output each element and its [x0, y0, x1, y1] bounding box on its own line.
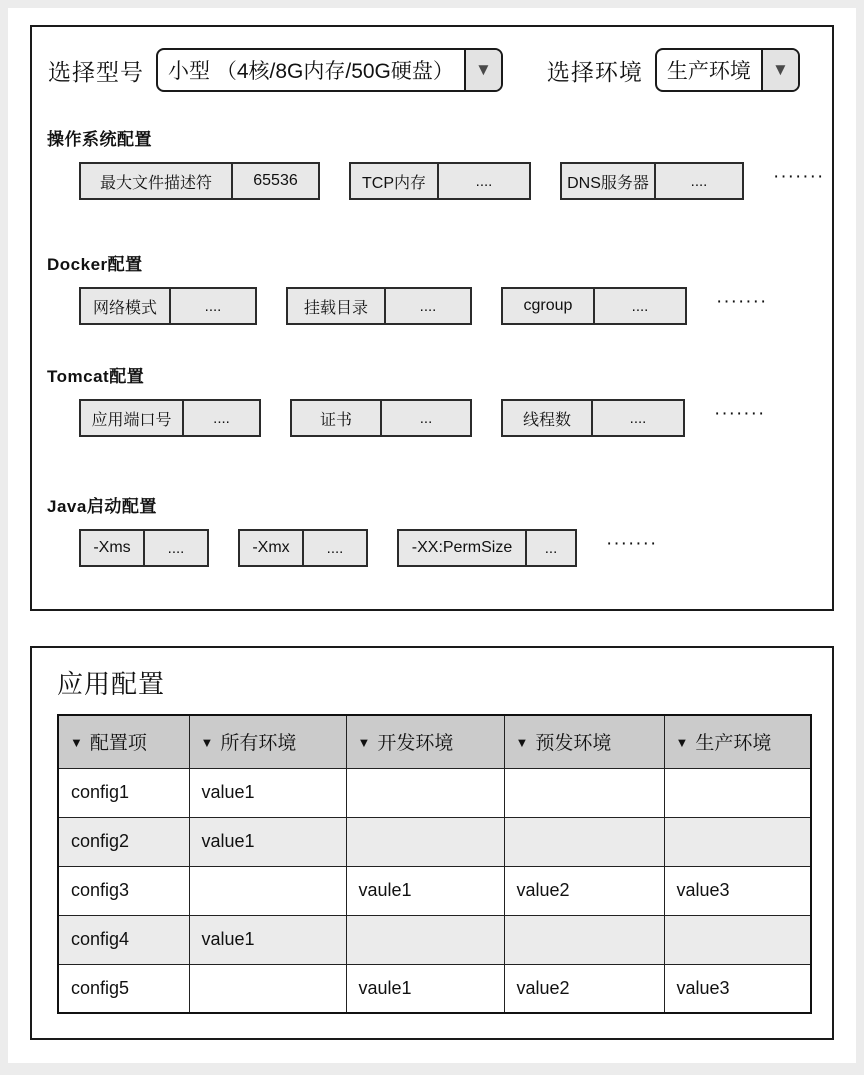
- fields-row: [79, 287, 832, 325]
- field-value: ....: [690, 172, 708, 190]
- field-label: -XX:PermSize: [399, 531, 527, 565]
- app-config-title: 应用配置: [57, 669, 166, 699]
- field-label: 挂载目录: [288, 289, 386, 323]
- sort-triangle-icon[interactable]: ▼: [70, 735, 83, 751]
- field-value: ....: [167, 539, 185, 557]
- table-row: [58, 768, 811, 817]
- field-thread-count: [501, 399, 685, 437]
- field-certificate: [290, 399, 472, 437]
- field-label: 网络模式: [81, 289, 171, 323]
- cell-value: value3: [664, 964, 811, 1013]
- model-select-value: 小型 （4核/8G内存/50G硬盘）: [168, 60, 454, 83]
- column-header-config-item[interactable]: [58, 715, 189, 768]
- sort-triangle-icon[interactable]: ▼: [515, 735, 529, 751]
- field-label: 证书: [292, 401, 382, 435]
- field-value: ...: [544, 539, 558, 557]
- field-max-file-descriptors: [79, 162, 320, 200]
- env-select-label: 选择环境: [546, 58, 643, 85]
- field-value: ....: [475, 172, 493, 190]
- cell-value: [189, 964, 346, 1013]
- field-value: 65536: [253, 172, 298, 189]
- field-tcp-memory: [349, 162, 531, 200]
- column-header-all-env[interactable]: [189, 715, 346, 768]
- selector-row: [32, 27, 832, 92]
- cell-value: value2: [504, 964, 664, 1013]
- section-title: Java启动配置: [47, 497, 157, 516]
- field-app-port: [79, 399, 261, 437]
- sort-triangle-icon[interactable]: ▼: [357, 735, 371, 751]
- ellipsis-more: ·······: [716, 291, 768, 312]
- cell-config-name: config4: [58, 915, 189, 964]
- field-network-mode: [79, 287, 257, 325]
- field-label: 最大文件描述符: [81, 164, 233, 198]
- cell-value: vaule1: [346, 964, 504, 1013]
- config-panel: [30, 25, 834, 611]
- fields-row: [79, 399, 832, 437]
- table-row: [58, 964, 811, 1013]
- section-title: Tomcat配置: [47, 367, 145, 386]
- field-mount-dir: [286, 287, 472, 325]
- section-os-config: [47, 125, 832, 200]
- column-header-dev-env[interactable]: [346, 715, 504, 768]
- section-java-config: [47, 492, 832, 567]
- cell-value: [504, 817, 664, 866]
- column-header-staging-env[interactable]: [504, 715, 664, 768]
- app-config-table: [57, 714, 812, 1014]
- table-row: [58, 817, 811, 866]
- fields-row: [79, 529, 832, 567]
- section-title: 操作系统配置: [47, 130, 152, 149]
- ellipsis-more: ·······: [606, 533, 658, 554]
- cell-value: [664, 768, 811, 817]
- field-value: ....: [419, 297, 437, 315]
- sort-triangle-icon[interactable]: ▼: [675, 735, 689, 751]
- field-value: ....: [629, 409, 647, 427]
- cell-value: value1: [189, 915, 346, 964]
- section-tomcat-config: [47, 362, 832, 437]
- field-label: cgroup: [503, 289, 595, 323]
- cell-value: [346, 817, 504, 866]
- field-xmx: [238, 529, 368, 567]
- model-select-dropdown[interactable]: [156, 48, 503, 92]
- table-header-row: [58, 715, 811, 768]
- ellipsis-more: ·······: [714, 403, 766, 424]
- cell-value: [664, 915, 811, 964]
- cell-value: value3: [664, 866, 811, 915]
- table-row: [58, 866, 811, 915]
- field-value: ....: [204, 297, 222, 315]
- cell-value: value1: [189, 768, 346, 817]
- field-value: ....: [631, 297, 649, 315]
- chevron-down-icon[interactable]: ▼: [464, 50, 501, 90]
- cell-value: [504, 915, 664, 964]
- cell-config-name: config1: [58, 768, 189, 817]
- column-header-label: 配置项: [89, 733, 147, 755]
- field-label: TCP内存: [351, 164, 439, 198]
- cell-value: value2: [504, 866, 664, 915]
- field-label: -Xms: [81, 531, 145, 565]
- page: [8, 8, 856, 1063]
- cell-value: [664, 817, 811, 866]
- column-header-label: 生产环境: [695, 733, 772, 755]
- field-cgroup: [501, 287, 687, 325]
- model-select-label: 选择型号: [48, 58, 144, 85]
- field-label: DNS服务器: [562, 164, 656, 198]
- field-permsize: [397, 529, 577, 567]
- fields-row: [79, 162, 832, 200]
- field-value: ....: [213, 409, 230, 427]
- section-docker-config: [47, 250, 832, 325]
- field-dns-server: [560, 162, 744, 200]
- field-label: 线程数: [503, 401, 593, 435]
- cell-value: [504, 768, 664, 817]
- cell-value: [189, 866, 346, 915]
- column-header-label: 开发环境: [377, 733, 454, 755]
- chevron-down-icon[interactable]: ▼: [761, 50, 798, 90]
- cell-value: value1: [189, 817, 346, 866]
- cell-config-name: config5: [58, 964, 189, 1013]
- cell-value: vaule1: [346, 866, 504, 915]
- column-header-label: 预发环境: [535, 733, 612, 755]
- ellipsis-more: ·······: [773, 166, 825, 187]
- sort-triangle-icon[interactable]: ▼: [200, 735, 214, 751]
- field-label: 应用端口号: [81, 401, 184, 435]
- field-value: ...: [419, 409, 433, 427]
- env-select-value: 生产环境: [666, 60, 751, 83]
- column-header-label: 所有环境: [220, 733, 297, 755]
- field-value: ....: [326, 539, 344, 557]
- app-config-panel: [30, 646, 834, 1040]
- field-label: -Xmx: [240, 531, 304, 565]
- table-row: [58, 915, 811, 964]
- column-header-prod-env[interactable]: [664, 715, 811, 768]
- env-select-dropdown[interactable]: [655, 48, 800, 92]
- cell-config-name: config3: [58, 866, 189, 915]
- cell-value: [346, 768, 504, 817]
- cell-value: [346, 915, 504, 964]
- cell-config-name: config2: [58, 817, 189, 866]
- field-xms: [79, 529, 209, 567]
- section-title: Docker配置: [47, 255, 143, 274]
